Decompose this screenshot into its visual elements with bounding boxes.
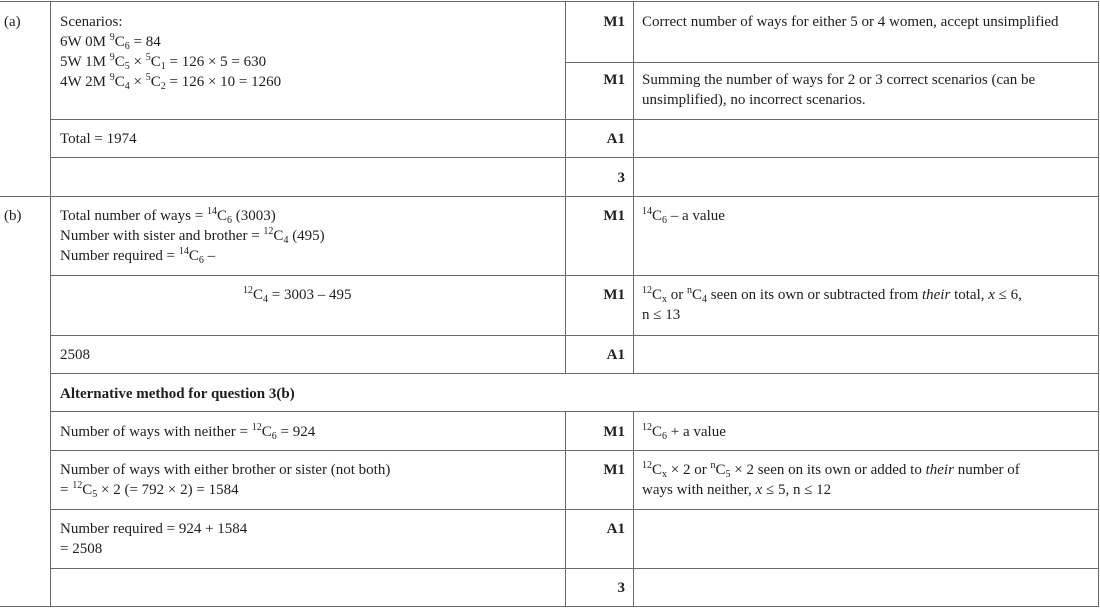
part-label-a: (a) [4,14,21,30]
table-border-bottom [0,606,1099,607]
mark-code: M1 [603,14,625,30]
answer-line: 2508 [60,347,90,363]
mark-code: A1 [606,131,625,147]
alt-working-line: Number required = 924 + 1584 [60,521,248,537]
mark-guidance: $^{12}C_x$ or $^nC_4$ seen on its own or subtracted from their total, x ≤ 6, n ≤ 13 [642,285,1022,323]
row-divider [50,568,1099,569]
working-line: Number required = $^{14}C_6$ – [60,246,216,266]
working-line: $^{12}C_4 = 3003 - 495$ [243,285,352,305]
total-marks: 3 [617,580,625,596]
mark-guidance: Summing the number of ways for 2 or 3 correct scenarios (can be unsimplified), no incorrect scenarios. [642,72,1036,108]
working-line: Number with sister and brother = $^{12}C_4$ (495) [60,226,325,246]
alt-working-line: = 2508 [60,541,103,557]
column-divider-mark-left [565,1,566,373]
row-divider [50,450,1099,451]
column-divider-mark-right [633,1,634,373]
total-line: Total = 1974 [60,131,137,147]
mark-code: M1 [603,462,625,478]
mark-guidance: $^{14}C_6$ – a value [642,206,725,226]
alternative-heading: Alternative method for question 3(b) [60,386,295,402]
row-divider [50,411,1099,412]
scenario-line: 5W 1M $^9C_5 \times ^5C_1 = 126 \times 5 = 630$ [60,52,267,72]
mark-code: A1 [606,347,625,363]
mark-guidance: $^{12}C_x \times 2$ or $^nC_5 \times 2$ seen on its own or added to their number of ways with neither, x ≤ 5, n ≤ 12 [642,460,1020,498]
mark-guidance: Correct number of ways for either 5 or 4 women, accept unsimplified [642,14,1059,30]
scenario-line: 6W 0M $^9C_6 = 84$ [60,32,161,52]
row-divider [50,119,1099,120]
scenario-line: 4W 2M $^9C_4 \times ^5C_2 = 126 \times 10 = 1260$ [60,72,282,92]
row-divider [50,509,1099,510]
row-divider [565,62,1099,63]
total-marks: 3 [617,170,625,186]
table-border-top [0,1,1099,2]
row-divider [50,157,1099,158]
column-divider-label [50,1,51,607]
mark-code: A1 [606,521,625,537]
working-line: Total number of ways = $^{14}C_6$ (3003) [60,206,276,226]
table-border-right [1098,1,1099,607]
alt-working-line: Number of ways with either brother or sister (not both) [60,462,391,478]
row-divider [50,373,1099,374]
mark-guidance: $^{12}C_6 + a$ value [642,422,726,442]
alt-working-line: = $^{12}C_5 \times 2$ (= 792 × 2) = 1584 [60,480,239,500]
mark-code: M1 [603,72,625,88]
mark-code: M1 [603,208,625,224]
scenarios-heading: Scenarios: [60,14,123,30]
part-label-b: (b) [4,208,22,224]
row-divider [50,275,1099,276]
part-divider [0,196,1099,197]
mark-code: M1 [603,287,625,303]
mark-code: M1 [603,424,625,440]
alt-working-line: Number of ways with neither = $^{12}C_6 = 924$ [60,422,316,442]
row-divider [50,335,1099,336]
